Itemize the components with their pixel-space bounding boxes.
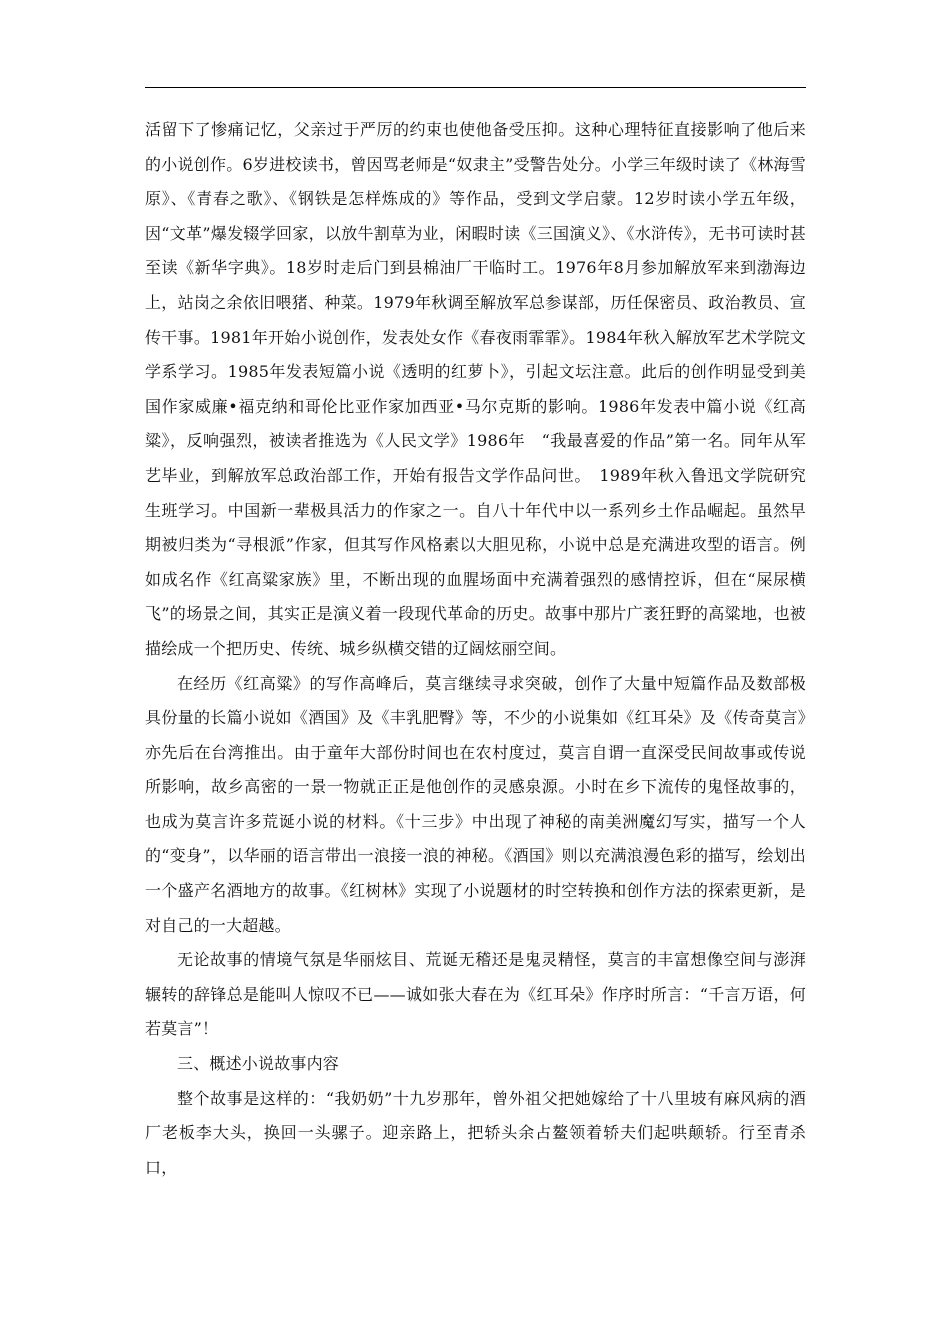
document-body [145, 113, 806, 1185]
paragraph-style-quote: 无论故事的情境气氛是华丽炫目、荒诞无稽还是鬼灵精怪，莫言的丰富想像空间与澎湃辗转的辞锋总是能叫人惊叹不已——诚如张大春在为《红耳朵》作序时所言：“千言万语，何若莫言”！ [145, 950, 806, 1039]
paragraph-biography: 活留下了惨痛记忆，父亲过于严厉的约束也使他备受压抑。这种心理特征直接影响了他后来的小说创作。6岁进校读书，曾因骂老师是“奴隶主”受警告处分。小学三年级时读了《林海雪原》、《青春之歌》、《钢铁是怎样炼成的》等作品，受到文学启蒙。12岁时读小学五年级，因“文革”爆发辍学回家，以放牛割草为业，闲暇时读《三国演义》、《水浒传》，无书可读时甚至读《新华字典》。18岁时走后门到县棉油厂干临时工。1976年8月参加解放军来到渤海边上，站岗之余依旧喂猪、种菜。1979年秋调至解放军总参谋部，历任保密员、政治教员、宣传干事。1981年开始小说创作，发表处女作《春夜雨霏霏》。1984年秋入解放军艺术学院文学系学习。1985年发表短篇小说《透明的红萝卜》，引起文坛注意。此后的创作明显受到美国作家威廉•福克纳和哥伦比亚作家加西亚•马尔克斯的影响。1986年发表中篇小说《红高粱》，反响强烈，被读者推选为《人民文学》1986年 “我最喜爱的作品”第一名。同年从军艺毕业，到解放军总政治部工作，开始有报告文学作品问世。 1989年秋入鲁迅文学院研究生班学习。中国新一辈极具活力的作家之一。自八十年代中以一系列乡土作品崛起。虽然早期被归类为“寻根派”作家，但其写作风格素以大胆见称，小说中总是充满进攻型的语言。例如成名作《红高粱家族》里，不断出现的血腥场面中充满着强烈的感情控诉，但在“屎尿横飞”的场景之间，其实正是演义着一段现代革命的历史。故事中那片广袤狂野的高粱地，也被描绘成一个把历史、传统、城乡纵横交错的辽阔炫丽空间。 [145, 120, 806, 658]
paragraph-story-summary: 整个故事是这样的：“我奶奶”十九岁那年，曾外祖父把她嫁给了十八里坡有麻风病的酒厂老板李大头，换回一头骡子。迎亲路上，把轿头余占鳌领着轿夫们起哄颠轿。行至青杀口， [145, 1088, 806, 1177]
paragraph-later-works: 在经历《红高粱》的写作高峰后，莫言继续寻求突破，创作了大量中短篇作品及数部极具份量的长篇小说如《酒国》及《丰乳肥臀》等，不少的小说集如《红耳朵》及《传奇莫言》亦先后在台湾推出。由于童年大部份时间也在农村度过，莫言自谓一直深受民间故事或传说所影响，故乡高密的一景一物就正正是他创作的灵感泉源。小时在乡下流传的鬼怪故事的，也成为莫言许多荒诞小说的材料。《十三步》中出现了神秘的南美洲魔幻写实，描写一个人的“变身”，以华丽的语言带出一浪接一浪的神秘。《酒国》则以充满浪漫色彩的描写，绘划出一个盛产名酒地方的故事。《红树林》实现了小说题材的时空转换和创作方法的探索更新，是对自己的一大超越。 [145, 673, 806, 935]
header-rule [145, 87, 806, 88]
section-heading: 三、概述小说故事内容 [177, 1054, 340, 1074]
